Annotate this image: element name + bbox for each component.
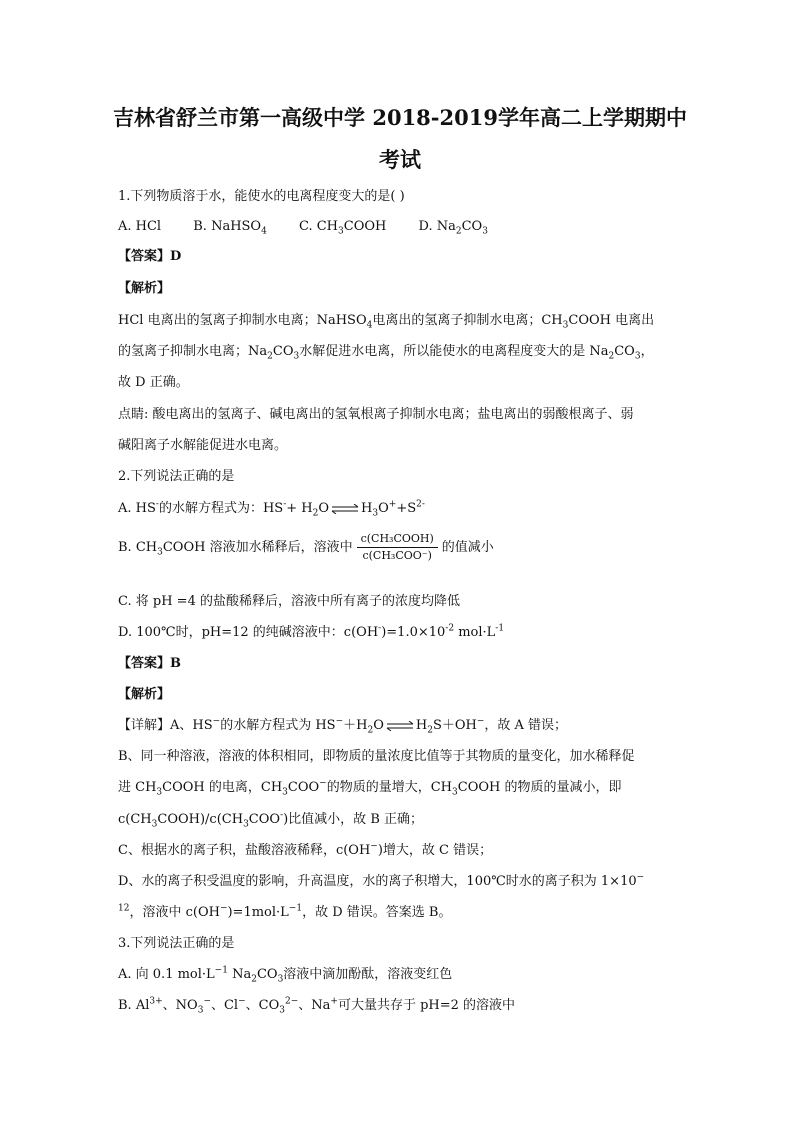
q2-analysis-label: 【解析】 <box>118 687 171 702</box>
q1-stem: 1.下列物质溶于水，能使水的电离程度变大的是( ) <box>118 189 405 204</box>
q1-options <box>118 218 678 236</box>
q1-answer: 【答案】D <box>118 249 182 264</box>
q2-stem: 2.下列说法正确的是 <box>118 469 235 484</box>
q3-option-a: A. 向 0.1 $mol\cdot L^{-1}$ $Na_2CO_3$溶液中滴加酚酞，溶液变红色 <box>118 965 453 985</box>
q2-detail-b-line3: $c(CH_3COOH)/c(CH_3COO^-)$比值减小，故 B 正确； <box>118 810 423 830</box>
q2-detail-b-line1: B、同一种溶液，溶液的体积相同，即物质的量浓度比值等于其物质的量变化，加水稀释促 <box>118 749 635 764</box>
q1-note-line2: 碱阳离子水解能促进水电离。 <box>118 438 288 453</box>
equilibrium-arrow-icon <box>386 721 414 731</box>
q1-analysis-line2: 的氢离子抑制水电离；$Na_2CO_3$水解促进水电离，所以能使水的电离程度变大的是 $Na_2CO_3$， <box>118 344 654 362</box>
q1-analysis-line3: 故 D 正确。 <box>118 375 189 390</box>
q2-detail-d-line2: $^{12}$，溶液中 $c(OH^-)=1mol\cdot L^{-1}$，故 D 错误。答案选 B。 <box>118 903 452 920</box>
q2-option-b: B. $CH_3COOH$ 溶液加水稀释后，溶液中 $\frac{\text{c(CH₃COOH)}}{\text{c(CH₃COO⁻)}}$ 的值减小 <box>118 532 494 562</box>
q3-stem: 3.下列说法正确的是 <box>118 936 235 951</box>
q2-option-b-fraction: $\frac{\text{c(CH₃COOH)}}{\text{c(CH₃COO⁻)}}$ <box>357 531 438 564</box>
q1-option-c: C. $CH_3COOH$ <box>298 219 387 237</box>
q1-option-d: D. $Na_2CO_3$ <box>418 219 488 237</box>
q1-option-b: B. NaHSO$_4$ <box>193 219 267 237</box>
q1-note-line1: 点睛: 酸电离出的氢离子、碱电离出的氢氧根离子抑制水电离；盐电离出的弱酸根离子、弱 <box>118 407 634 422</box>
q2-detail-b-line2: 进 $CH_3COOH$ 的电离，$CH_3COO^-$的物质的量增大，$CH_3COOH$ 的物质的量减小，即 <box>118 778 622 798</box>
q2-option-a: A. HS-的水解方程式为：$HS^-+ H_2O$ $H_3O^++S^{2-}$ <box>118 499 425 519</box>
q1-option-a: A. HCl <box>118 219 162 234</box>
document-title-line2: 考试 <box>379 147 421 172</box>
q2-detail-d-line1: D、水的离子积受温度的影响，升高温度，水的离子积增大，100℃时水的离子积为 1×10− <box>118 872 645 889</box>
q3-option-b: B. $Al^{3+}$、$NO_3^-$、Cl−、$CO_3^{2-}$、Na+可大量共存于 pH=2 的溶液中 <box>118 996 516 1016</box>
q1-analysis-line1: HCl 电离出的氢离子抑制水电离；NaHSO$_4$电离出的氢离子抑制水电离；$CH_3COOH$ 电离出 <box>118 313 655 331</box>
q2-detail-c: C、根据水的离子积，盐酸溶液稀释，c(OH−)增大，故 C 错误； <box>118 841 493 858</box>
equilibrium-arrow-icon <box>331 504 359 514</box>
q2-detail-a: 【详解】A、HS−的水解方程式为 $HS^-+H_2O$ $H_2S+OH^-$，故 A 错误； <box>118 716 568 736</box>
document-title-line1: 吉林省舒兰市第一高级中学 2018-2019学年高二上学期期中 <box>113 105 687 130</box>
q2-option-d: D. 100℃时，pH=12 的纯碱溶液中：$c(OH^-)=1.0\times 10^{-2}$ $mol\cdot L^{-1}$ <box>118 623 505 640</box>
q2-answer: 【答案】B <box>118 656 181 671</box>
q2-option-c: C. 将 pH =4 的盐酸稀释后，溶液中所有离子的浓度均降低 <box>118 594 460 609</box>
q1-analysis-label: 【解析】 <box>118 281 171 296</box>
